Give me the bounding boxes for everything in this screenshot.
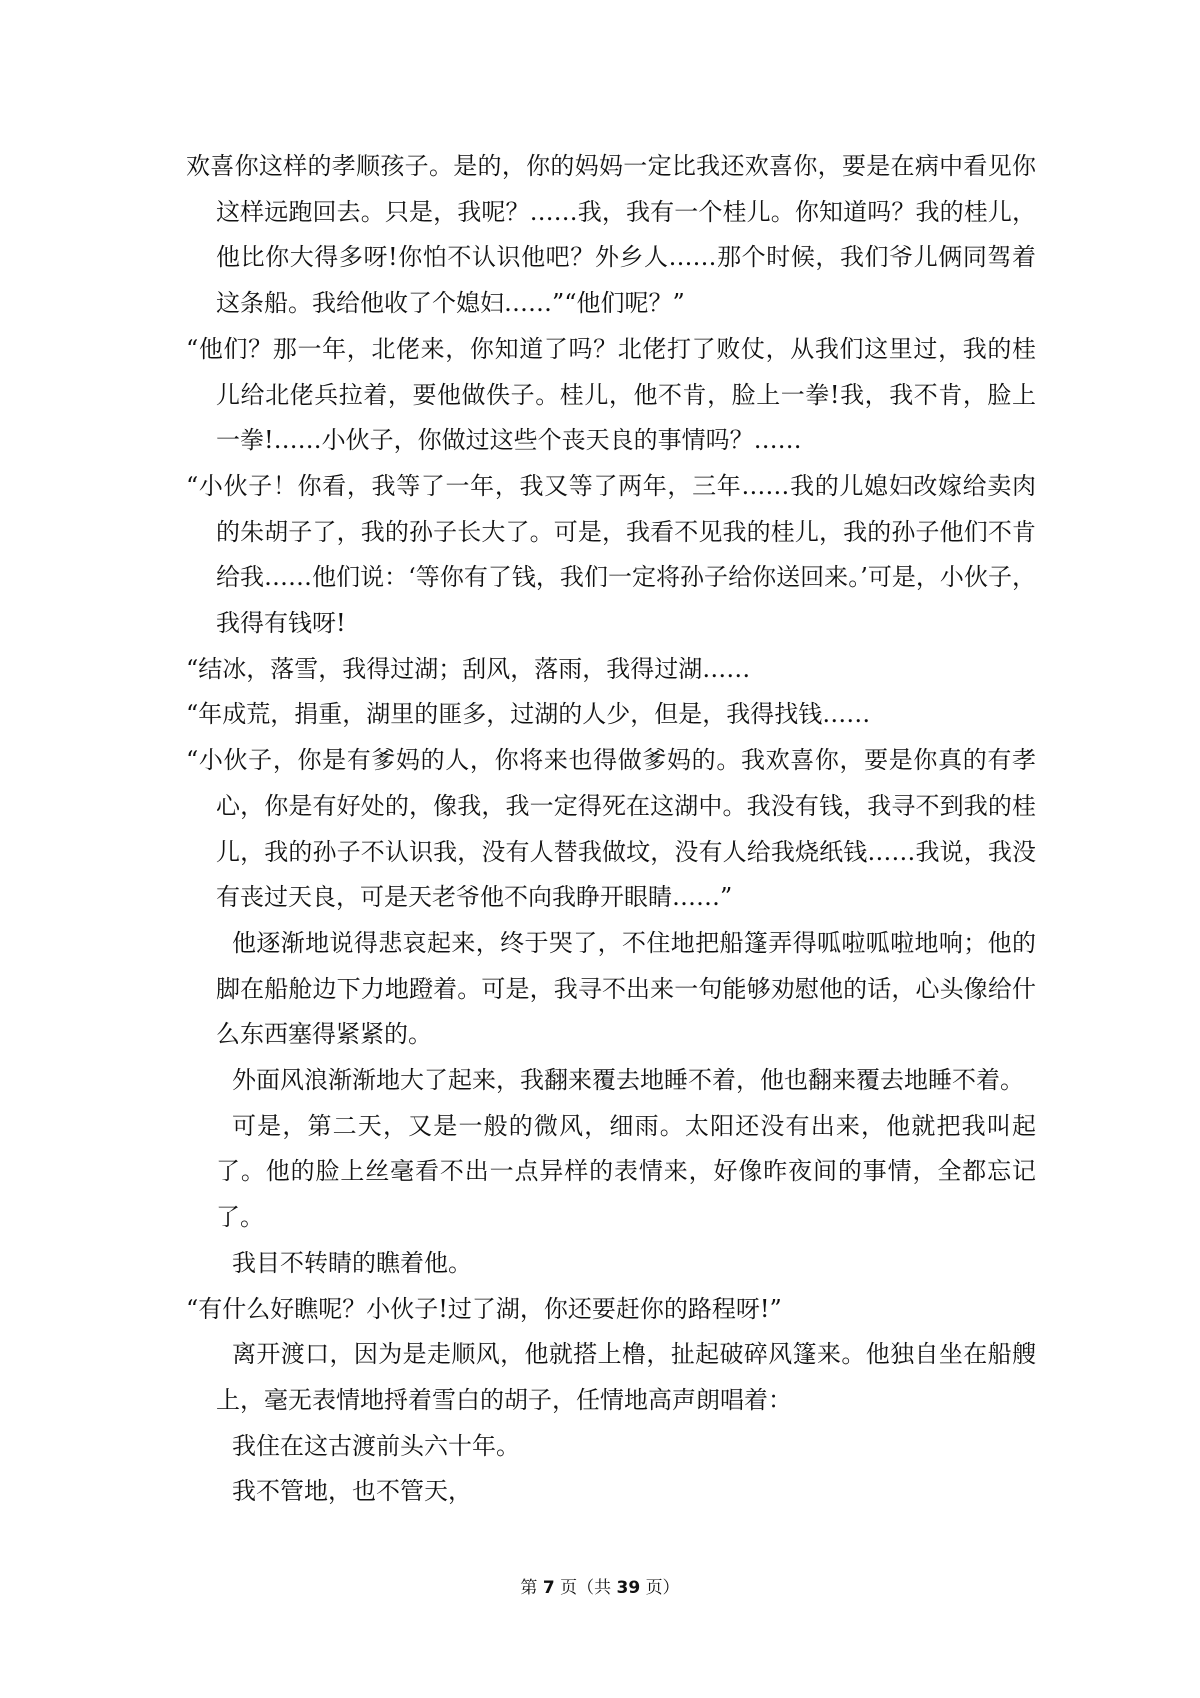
paragraph: 欢喜你这样的孝顺孩子。是的，你的妈妈一定比我还欢喜你，要是在病中看见你这样远跑回去。只是，我呢？……我，我有一个桂儿。你知道吗？我的桂儿，他比你大得多呀!你怕不认识他吧？外乡人……那个时候，我们爷儿俩同驾着这条船。我给他收了个媳妇……”“他们呢？” bbox=[186, 152, 1036, 318]
paragraph: 我住在这古渡前头六十年。 bbox=[232, 1431, 520, 1460]
body-text bbox=[186, 144, 1036, 1515]
footer-prefix: 第 bbox=[520, 1578, 538, 1598]
paragraph: “小伙子！你看，我等了一年，我又等了两年，三年……我的儿媳妇改嫁给卖肉的朱胡子了，我的孙子长大了。可是，我看不见我的桂儿，我的孙子他们不肯给我……他们说：‘等你有了钱，我们一定将孙子给你送回来。’可是，小伙子，我得有钱呀! bbox=[186, 471, 1036, 638]
footer-page-number: 7 bbox=[542, 1578, 555, 1598]
paragraph: 我不管地，也不管天， bbox=[232, 1477, 472, 1506]
paragraph: “结冰，落雪，我得过湖；刮风，落雨，我得过湖…… bbox=[186, 654, 751, 683]
footer-suffix: 页） bbox=[645, 1578, 680, 1598]
paragraph: 可是，第二天，又是一般的微风，细雨。太阳还没有出来，他就把我叫起了。他的脸上丝毫看不出一点异样的表情来，好像昨夜间的事情，全都忘记了。 bbox=[216, 1111, 1036, 1232]
paragraph: “小伙子，你是有爹妈的人，你将来也得做爹妈的。我欢喜你，要是你真的有孝心，你是有好处的，像我，我一定得死在这湖中。我没有钱，我寻不到我的桂儿，我的孙子不认识我，没有人替我做坟，没有人给我烧纸钱……我说，我没有丧过天良，可是天老爷他不向我睁开眼睛……” bbox=[186, 746, 1036, 912]
footer-middle: 页（共 bbox=[560, 1578, 612, 1598]
paragraph: 他逐渐地说得悲哀起来，终于哭了，不住地把船篷弄得呱啦呱啦地响；他的脚在船舱边下力地蹬着。可是，我寻不出来一句能够劝慰他的话，心头像给什么东西塞得紧紧的。 bbox=[216, 928, 1036, 1049]
footer-total-pages: 39 bbox=[616, 1578, 641, 1598]
page-footer bbox=[0, 1573, 1200, 1598]
paragraph: 离开渡口，因为是走顺风，他就搭上橹，扯起破碎风篷来。他独自坐在船艘上，毫无表情地捋着雪白的胡子，任情地高声朗唱着： bbox=[216, 1340, 1036, 1414]
paragraph: “年成荒，捐重，湖里的匪多，过湖的人少，但是，我得找钱…… bbox=[186, 700, 871, 729]
paragraph: 我目不转睛的瞧着他。 bbox=[232, 1248, 472, 1277]
paragraph: “有什么好瞧呢？小伙子!过了湖，你还要赶你的路程呀!” bbox=[186, 1294, 782, 1323]
paragraph: 外面风浪渐渐地大了起来，我翻来覆去地睡不着，他也翻来覆去地睡不着。 bbox=[232, 1066, 1024, 1095]
paragraph: “他们？那一年，北佬来，你知道了吗？北佬打了败仗，从我们这里过，我的桂儿给北佬兵拉着，要他做佚子。桂儿，他不肯，脸上一拳!我，我不肯，脸上一拳!……小伙子，你做过这些个丧天良的事情吗？…… bbox=[186, 334, 1036, 455]
